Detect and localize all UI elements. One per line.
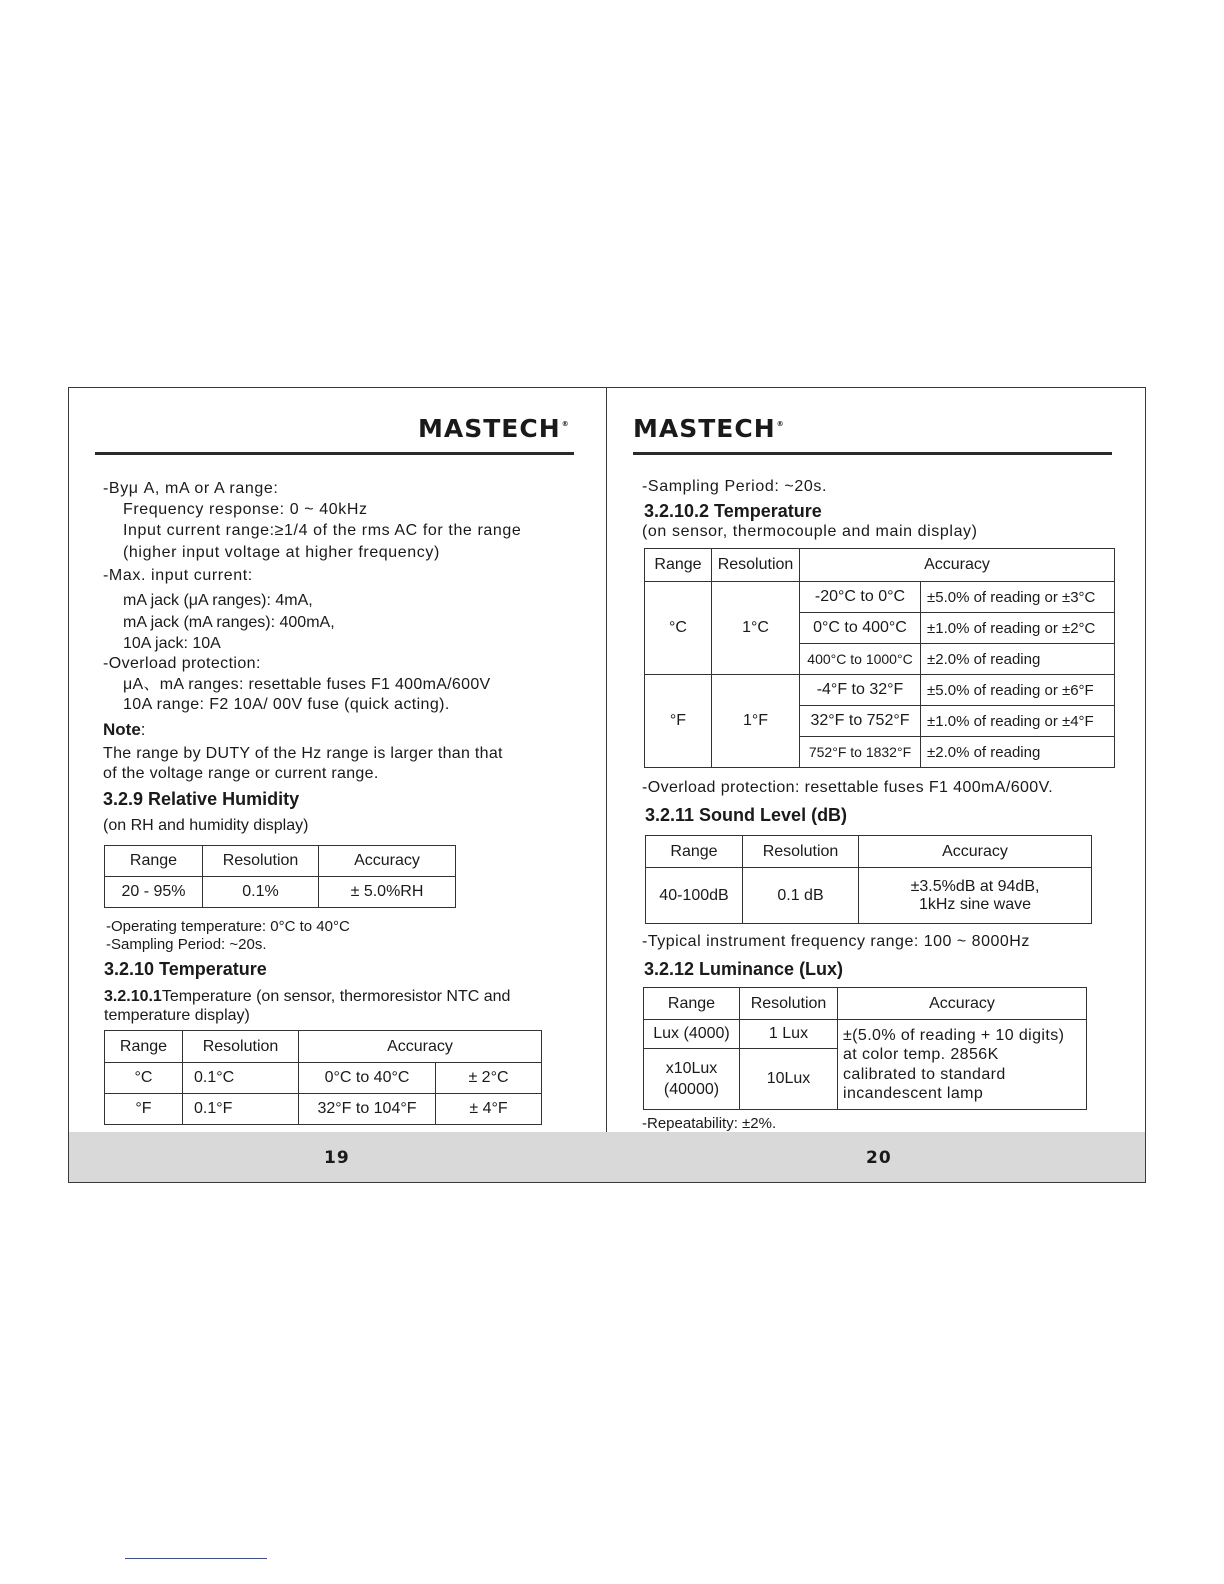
- table-header: Resolution: [183, 1031, 299, 1063]
- brand-logo-right: MASTECH®: [633, 414, 785, 443]
- table-cell: -4°F to 32°F: [800, 675, 921, 706]
- table-header: Range: [105, 1031, 183, 1063]
- table-cell: ± 2°C: [436, 1063, 542, 1094]
- table-cell: x10Lux (40000): [644, 1049, 740, 1110]
- text-line: Input current range:≥1/4 of the rms AC for the range: [123, 522, 522, 539]
- text-line: -Overload protection:: [103, 655, 261, 672]
- table-cell: 20 - 95%: [105, 877, 203, 908]
- text-line: mA jack (μA ranges): 4mA,: [123, 592, 313, 609]
- table-cell: Lux (4000): [644, 1020, 740, 1049]
- text-line: -Typical instrument frequency range: 100 ~ 8000Hz: [642, 933, 1030, 950]
- table-cell: ±5.0% of reading or ±3°C: [921, 582, 1115, 613]
- table-header: Resolution: [712, 549, 800, 582]
- table-header: Accuracy: [299, 1031, 542, 1063]
- text-line: mA jack (mA ranges): 400mA,: [123, 614, 335, 631]
- table-cell: 0.1%: [203, 877, 319, 908]
- header-rule-left: [95, 452, 574, 455]
- text-line: -Byμ A, mA or A range:: [103, 480, 279, 497]
- temp-ntc-table: [104, 1030, 542, 1125]
- table-header: Range: [105, 846, 203, 877]
- section-heading-sound: 3.2.11 Sound Level (dB): [645, 805, 848, 825]
- rh-spec-table: [104, 845, 456, 908]
- table-header: Accuracy: [800, 549, 1115, 582]
- table-cell: 32°F to 752°F: [800, 706, 921, 737]
- table-cell: 0.1 dB: [743, 868, 859, 924]
- footer-band: [69, 1132, 1145, 1182]
- text-line: -Max. input current:: [103, 567, 253, 584]
- table-cell: ±2.0% of reading: [921, 644, 1115, 675]
- page-number-right: 20: [866, 1148, 892, 1168]
- table-header: Accuracy: [859, 836, 1092, 868]
- table-cell: ±(5.0% of reading + 10 digits) at color temp. 2856K calibrated to standard incandescent lamp: [838, 1020, 1087, 1110]
- table-cell: 0°C to 400°C: [800, 613, 921, 644]
- table-cell: °F: [105, 1094, 183, 1125]
- table-cell: 40-100dB: [646, 868, 743, 924]
- page-number-left: 19: [324, 1148, 350, 1168]
- table-cell: 32°F to 104°F: [299, 1094, 436, 1125]
- table-cell: 1°C: [712, 582, 800, 675]
- table-cell: -20°C to 0°C: [800, 582, 921, 613]
- table-cell: °C: [105, 1063, 183, 1094]
- table-cell: ± 4°F: [436, 1094, 542, 1125]
- text-line: 10A jack: 10A: [123, 635, 221, 652]
- table-cell: 752°F to 1832°F: [800, 737, 921, 768]
- table-cell: ±5.0% of reading or ±6°F: [921, 675, 1115, 706]
- text-line: -Overload protection: resettable fuses F1 400mA/600V.: [642, 779, 1054, 796]
- table-header: Accuracy: [319, 846, 456, 877]
- table-cell: 1°F: [712, 675, 800, 768]
- table-cell: 0.1°F: [183, 1094, 299, 1125]
- text-line: temperature display): [104, 1007, 250, 1024]
- text-line: Frequency response: 0 ~ 40kHz: [123, 501, 368, 518]
- luminance-table: [643, 987, 1087, 1110]
- table-header: Resolution: [203, 846, 319, 877]
- table-cell: ±2.0% of reading: [921, 737, 1115, 768]
- text-line: -Sampling Period: ~20s.: [642, 478, 828, 495]
- text-line: 3.2.10.1Temperature (on sensor, thermoresistor NTC and: [104, 988, 511, 1005]
- table-cell: °F: [645, 675, 712, 768]
- table-header: Range: [645, 549, 712, 582]
- section-heading-temp2: 3.2.10.2 Temperature: [644, 501, 822, 521]
- text-line: -Operating temperature: 0°C to 40°C: [106, 918, 350, 935]
- section-heading-rh: 3.2.9 Relative Humidity: [103, 789, 300, 809]
- page-divider: [606, 387, 607, 1183]
- section-heading-temp: 3.2.10 Temperature: [104, 959, 267, 979]
- table-cell: 400°C to 1000°C: [800, 644, 921, 675]
- table-cell: 0°C to 40°C: [299, 1063, 436, 1094]
- table-header: Resolution: [740, 988, 838, 1020]
- table-cell: ± 5.0%RH: [319, 877, 456, 908]
- table-cell: 1 Lux: [740, 1020, 838, 1049]
- table-cell: 10Lux: [740, 1049, 838, 1110]
- table-cell: ±3.5%dB at 94dB, 1kHz sine wave: [859, 868, 1092, 924]
- text-line: of the voltage range or current range.: [103, 765, 379, 782]
- text-line: (higher input voltage at higher frequency): [123, 544, 440, 561]
- table-header: Range: [644, 988, 740, 1020]
- thermocouple-table: [644, 548, 1115, 768]
- text-line: -Repeatability: ±2%.: [642, 1115, 777, 1132]
- table-cell: °C: [645, 582, 712, 675]
- bottom-link-rule: [125, 1558, 267, 1559]
- section-subtitle: (on RH and humidity display): [103, 817, 309, 834]
- text-line: 10A range: F2 10A/ 00V fuse (quick acting).: [123, 696, 450, 713]
- text-line: The range by DUTY of the Hz range is larger than that: [103, 745, 503, 762]
- table-cell: ±1.0% of reading or ±2°C: [921, 613, 1115, 644]
- table-header: Accuracy: [838, 988, 1087, 1020]
- sound-level-table: [645, 835, 1092, 924]
- text-line: μA、mA ranges: resettable fuses F1 400mA/600V: [123, 676, 491, 693]
- table-header: Range: [646, 836, 743, 868]
- section-subtitle: (on sensor, thermocouple and main display): [642, 523, 978, 540]
- section-heading-lux: 3.2.12 Luminance (Lux): [644, 959, 844, 979]
- table-cell: 0.1°C: [183, 1063, 299, 1094]
- table-cell: ±1.0% of reading or ±4°F: [921, 706, 1115, 737]
- header-rule-right: [633, 452, 1112, 455]
- note-label: Note:: [103, 720, 146, 739]
- text-line: -Sampling Period: ~20s.: [106, 936, 267, 953]
- table-header: Resolution: [743, 836, 859, 868]
- brand-logo-left: MASTECH®: [418, 414, 570, 443]
